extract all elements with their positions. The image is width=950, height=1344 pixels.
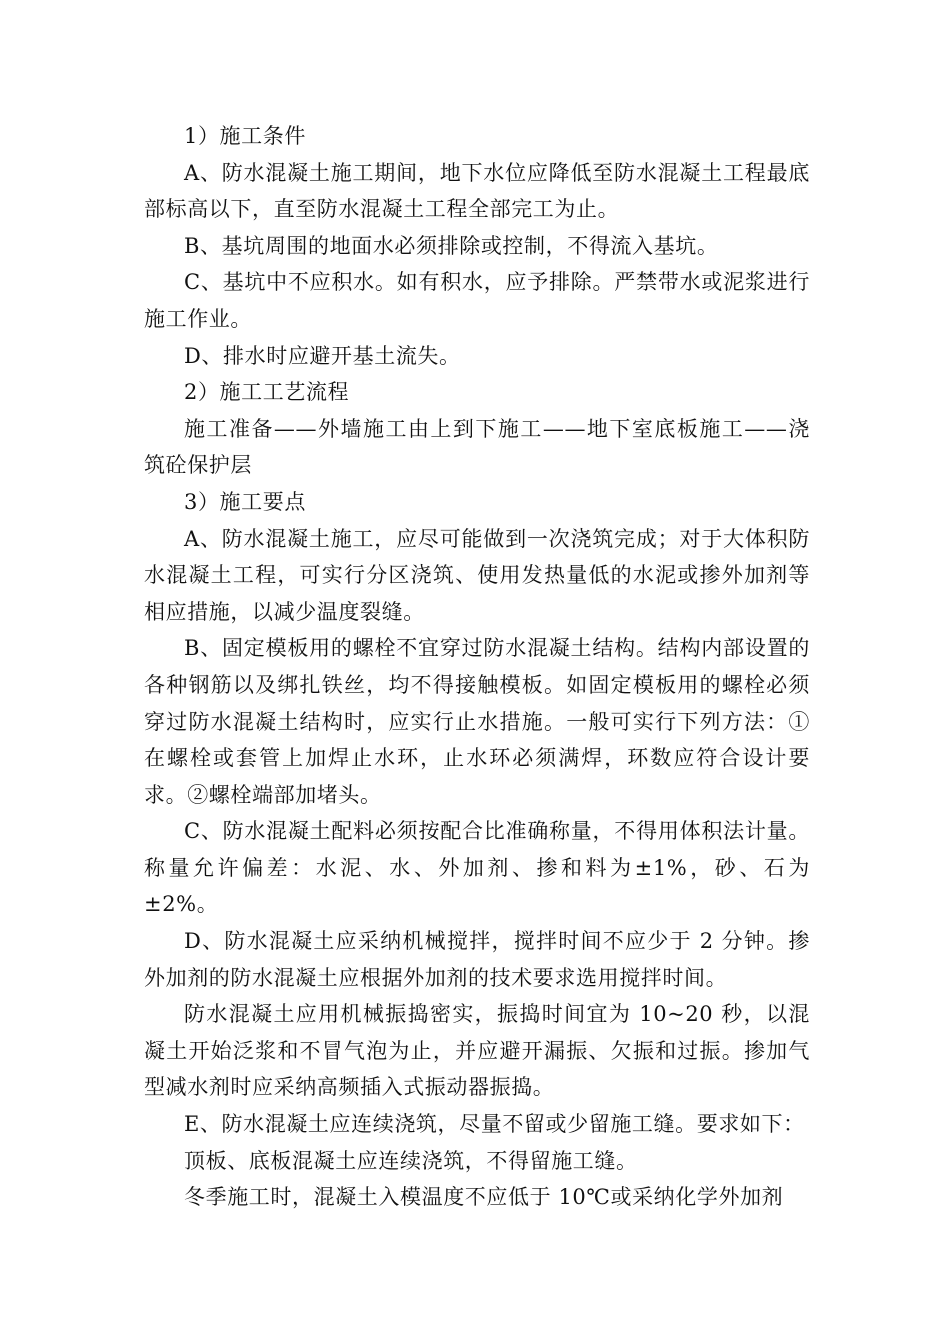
paragraph-condition-d: D、排水时应避开基土流失。 [184,343,461,368]
paragraph-slab-casting: 顶板、底板混凝土应连续浇筑，不得留施工缝。 [184,1148,638,1173]
document-body [144,118,810,1216]
paragraph-key-point-a: A、防水混凝土施工，应尽可能做到一次浇筑完成；对于大体积防水混凝土工程，可实行分区浇筑、使用发热量低的水泥或掺外加剂等相应措施，以减少温度裂缝。 [144,526,810,624]
paragraph-key-point-b: B、固定模板用的螺栓不宜穿过防水混凝土结构。结构内部设置的各种钢筋以及绑扎铁丝，均不得接触模板。如固定模板用的螺栓必须穿过防水混凝土结构时，应实行止水措施。一般可实行下列方法：①在螺栓或套管上加焊止水环，止水环必须满焊，环数应符合设计要求。②螺栓端部加堵头。 [144,636,810,807]
paragraph-key-point-d: D、防水混凝土应采纳机械搅拌，搅拌时间不应少于 2 分钟。掺外加剂的防水混凝土应根据外加剂的技术要求选用搅拌时间。 [144,929,810,990]
heading-process-flow: 2）施工工艺流程 [184,380,350,405]
paragraph-winter-construction: 冬季施工时，混凝土入模温度不应低于 10℃或采纳化学外加剂 [184,1185,784,1210]
heading-construction-conditions: 1）施工条件 [184,124,306,148]
paragraph-key-point-e: E、防水混凝土应连续浇筑，尽量不留或少留施工缝。要求如下： [184,1112,805,1137]
paragraph-condition-b: B、基坑周围的地面水必须排除或控制，不得流入基坑。 [184,233,719,258]
paragraph-key-point-c: C、防水混凝土配料必须按配合比准确称量，不得用体积法计量。称量允许偏差：水泥、水、外加剂、掺和料为±1%，砂、石为±2%。 [144,819,810,917]
paragraph-condition-a: A、防水混凝土施工期间，地下水位应降低至防水混凝土工程最底部标高以下，直至防水混凝土工程全部完工为止。 [144,160,810,222]
paragraph-condition-c: C、基坑中不应积水。如有积水，应予排除。严禁带水或泥浆进行施工作业。 [144,270,810,331]
paragraph-process-flow: 施工准备——外墙施工由上到下施工——地下室底板施工——浇筑砼保护层 [144,416,810,478]
paragraph-vibration: 防水混凝土应用机械振捣密实，振捣时间宜为 10~20 秒，以混凝土开始泛浆和不冒气泡为止，并应避开漏振、欠振和过振。掺加气型减水剂时应采纳高频插入式振动器振捣。 [144,1002,810,1100]
heading-key-points: 3）施工要点 [184,489,306,514]
